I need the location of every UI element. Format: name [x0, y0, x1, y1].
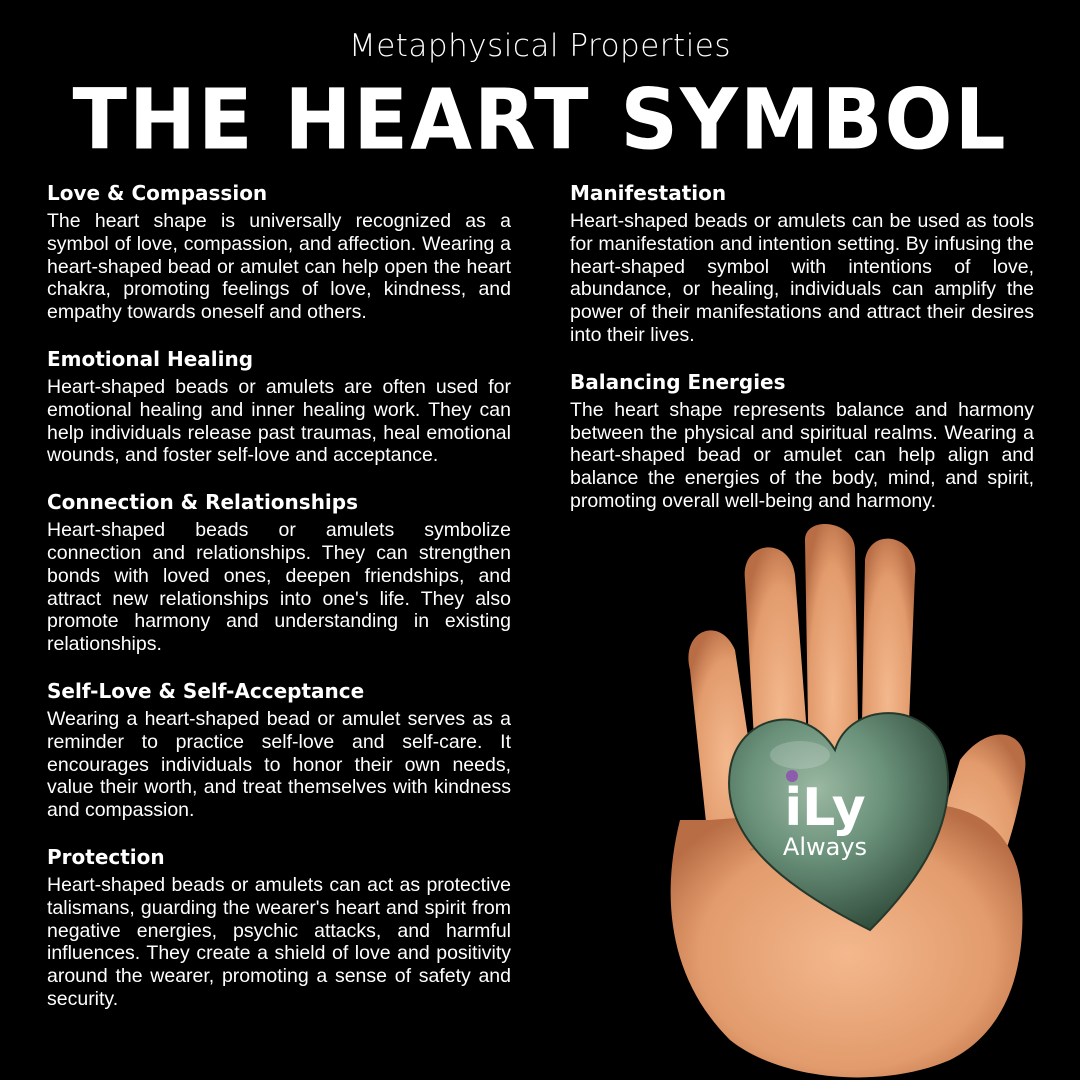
- section-manifestation: [570, 180, 1034, 347]
- section-connection-relationships: [47, 489, 511, 656]
- page-subtitle: Metaphysical Properties: [348, 28, 732, 64]
- page-title: THE HEART SYMBOL: [72, 70, 1008, 169]
- section-love-compassion: [47, 180, 511, 324]
- section-body: Wearing a heart-shaped bead or amulet serves as a reminder to practice self-love and self-care. It encourages individuals to honor their own needs, value their worth, and treat themselves with kindness and compassion.: [47, 707, 511, 822]
- section-body: Heart-shaped beads or amulets can act as protective talismans, guarding the wearer's heart and spirit from negative energies, psychic attacks, and harmful influences. They create a shield of love and positivity around the wearer, promoting a sense of safety and security.: [47, 873, 511, 1010]
- section-heading: Manifestation: [570, 181, 727, 205]
- section-heading: Protection: [47, 844, 165, 869]
- section-emotional-healing: [47, 346, 511, 467]
- section-heading: Love & Compassion: [47, 181, 268, 205]
- section-body: The heart shape represents balance and harmony between the physical and spiritual realms. Wearing a heart-shaped bead or amulet can help align and balance the energies of the body, mind, and spirit, promoting overall well-being and harmony.: [570, 398, 1034, 512]
- section-body: The heart shape is universally recognized as a symbol of love, compassion, and affection. Wearing a heart-shaped bead or amulet can help open the heart chakra, promoting feelings of love, kindness, and empathy towards oneself and others.: [47, 210, 511, 324]
- section-protection: [47, 844, 511, 1011]
- right-column: [570, 180, 1034, 535]
- hand-holding-heart-stone-image: [560, 520, 1080, 1080]
- section-heading: Connection & Relationships: [47, 490, 359, 515]
- section-body: Heart-shaped beads or amulets can be used as tools for manifestation and intention setting. By infusing the heart-shaped symbol with intentions of love, abundance, or healing, individuals can amplify the power of their manifestations and attract their desires into their lives.: [570, 210, 1034, 346]
- logo-mark: iLy: [784, 778, 866, 838]
- section-body: Heart-shaped beads or amulets are often used for emotional healing and inner healing work. They can help individuals release past traumas, heal emotional wounds, and foster self-love and acceptance.: [47, 375, 511, 467]
- ily-always-logo: [783, 778, 867, 861]
- section-body: Heart-shaped beads or amulets symbolize connection and relationships. They can strengthen bonds with loved ones, deepen friendships, and attract new relationships into one's life. They also promote harmony and understanding in existing relationships.: [47, 519, 511, 656]
- section-balancing-energies: [570, 369, 1034, 513]
- section-heading: Balancing Energies: [570, 369, 786, 394]
- left-column: [47, 180, 511, 1033]
- section-heading: Self-Love & Self-Acceptance: [47, 678, 365, 703]
- section-self-love: [47, 678, 511, 822]
- logo-word: Always: [782, 833, 868, 861]
- section-heading: Emotional Healing: [47, 346, 254, 371]
